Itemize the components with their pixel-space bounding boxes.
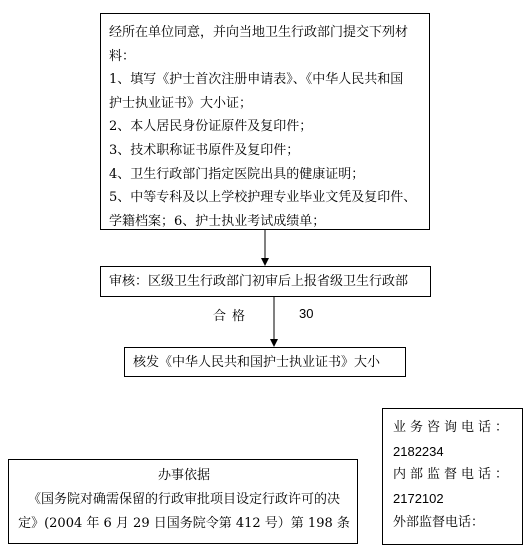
pass-label: 合格	[213, 309, 252, 324]
side-number: 30	[299, 306, 314, 321]
materials-line: 学籍档案；6、护士执业考试成绩单；	[109, 213, 326, 229]
materials-line: 护士执业证书》大小证；	[109, 95, 253, 111]
legal-basis-line: 《国务院对确需保留的行政审批项目设定行政许可的决	[27, 492, 340, 507]
issue-certificate-box	[124, 347, 406, 377]
internal-supervision-phone-label: 内部监督电话：	[393, 467, 513, 483]
materials-box	[100, 13, 430, 230]
legal-basis-line: 定》(2004 年 6 月 29 日国务院令第 412 号）第 198 条	[18, 516, 350, 531]
materials-line: 料：	[109, 48, 136, 64]
materials-line: 5、中等专科及以上学校护理专业毕业文凭及复印件、	[109, 190, 417, 206]
materials-line: 4、卫生行政部门指定医院出具的健康证明；	[109, 166, 365, 182]
materials-line: 经所在单位同意，并向当地卫生行政部门提交下列材	[109, 25, 409, 40]
materials-line: 3、技术职称证书原件及复印件；	[109, 142, 300, 158]
external-supervision-phone-label: 外部监督电话：	[393, 514, 485, 530]
review-box	[100, 266, 431, 297]
consult-phone-label: 业务咨询电话：	[393, 420, 513, 435]
issue-text: 核发《中华人民共和国护士执业证书》大小	[133, 355, 381, 370]
materials-line: 1、填写《护士首次注册申请表》、《中华人民共和国	[109, 72, 404, 88]
legal-basis-title: 办事依据	[157, 468, 210, 483]
review-text: 审核：区级卫生行政部门初审后上报省级卫生行政部	[109, 274, 409, 289]
internal-supervision-phone-number: 2172102	[393, 491, 444, 507]
materials-line: 2、本人居民身份证原件及复印件；	[109, 119, 313, 135]
legal-basis-box	[8, 459, 358, 544]
consult-phone-number: 2182234	[393, 443, 444, 459]
contact-phone-box	[382, 408, 523, 545]
